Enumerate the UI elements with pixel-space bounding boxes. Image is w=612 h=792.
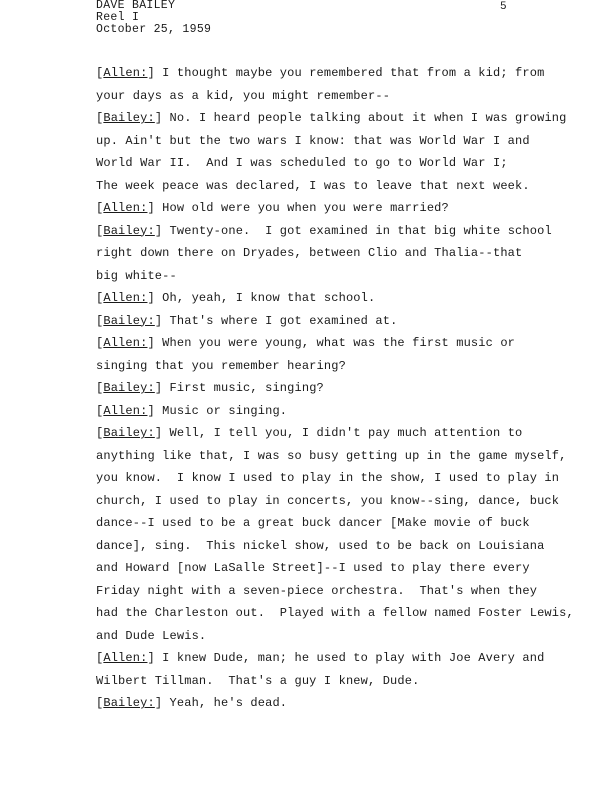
transcript-line: [Bailey:] Twenty-one. I got examined in that big white school [96,223,552,238]
transcript-line [96,445,596,468]
interviewee-name: DAVE BAILEY [96,0,176,12]
line-text: Yeah, he's dead. [162,696,288,710]
transcript-line [96,625,596,648]
speaker-label: Allen: [103,403,148,418]
page-header [96,0,211,36]
transcript-body [96,62,596,715]
speaker-label: Allen: [103,336,148,350]
line-text: Wilbert Tillman. That's a guy I knew, Dude. [96,673,420,688]
line-text: big white-- [96,268,177,283]
transcript-line: [Bailey:] That's where I got examined at. [96,313,398,328]
transcript-line [96,175,596,198]
speaker-label: Bailey: [103,696,155,710]
line-text: you know. I know I used to play in the show, I used to play in [96,471,560,485]
line-text: and Howard [now LaSalle Street]--I used to play there every [96,561,530,575]
line-text: dance], sing. This nickel show, used to be back on Louisiana [96,538,545,553]
transcript-line [96,670,596,693]
reel-label: Reel I [96,11,140,24]
transcript-line [96,557,596,580]
line-text: World War II. And I was scheduled to go to World War I; [96,156,508,170]
transcript-line [96,355,596,378]
line-text: First music, singing? [162,381,324,395]
transcript-line [96,265,596,288]
line-text: Oh, yeah, I know that school. [154,291,376,305]
speaker-label: Bailey: [103,223,155,238]
line-text: The week peace was declared, I was to leave that next week. [96,178,530,193]
transcript-line: [Bailey:] No. I heard people talking about it when I was growing [96,111,567,125]
speaker-label: Allen: [103,201,148,215]
transcript-line [96,467,596,490]
line-text: That's where I got examined at. [162,313,398,328]
transcript-line: [Bailey:] Well, I tell you, I didn't pay much attention to [96,426,523,440]
line-text: I knew Dude, man; he used to play with Joe Avery and [154,651,545,665]
transcript-line: [Allen:] Music or singing. [96,403,288,418]
transcript-line: [Bailey:] Yeah, he's dead. [96,696,288,710]
line-text: How old were you when you were married? [154,201,449,215]
transcript-line: [Allen:] Oh, yeah, I know that school. [96,291,376,305]
line-text: your days as a kid, you might remember-- [96,88,391,103]
transcript-line [96,602,596,625]
transcript-line [96,580,596,603]
line-text: No. I heard people talking about it when I was growing [162,111,567,125]
line-text: When you were young, what was the first music or [154,336,516,350]
speaker-label: Bailey: [103,426,155,440]
speaker-label: Allen: [103,66,148,80]
line-text: Music or singing. [154,403,288,418]
transcript-line: [Allen:] I knew Dude, man; he used to play with Joe Avery and [96,651,545,665]
line-text: anything like that, I was so busy getting up in the game myself, [96,448,567,463]
speaker-label: Bailey: [103,313,155,328]
line-text: dance--I used to be a great buck dancer [Make movie of buck [96,516,530,530]
line-text: Friday night with a seven-piece orchestra. That's when they [96,583,538,598]
line-text: I thought maybe you remembered that from a kid; from [154,66,545,80]
line-text: up. Ain't but the two wars I know: that was World War I and [96,133,530,148]
line-text: and Dude Lewis. [96,628,207,643]
speaker-label: Bailey: [103,111,155,125]
transcript-line: [Bailey:] First music, singing? [96,381,324,395]
speaker-label: Allen: [103,291,148,305]
line-text: had the Charleston out. Played with a fellow named Foster Lewis, [96,606,574,620]
line-text: church, I used to play in concerts, you know--sing, dance, buck [96,493,560,508]
transcript-line: [Allen:] How old were you when you were married? [96,201,449,215]
transcript-line [96,85,596,108]
transcript-line: [Allen:] I thought maybe you remembered that from a kid; from [96,66,545,80]
speaker-label: Bailey: [103,381,155,395]
line-text: Twenty-one. I got examined in that big white school [162,223,552,238]
speaker-label: Allen: [103,651,148,665]
transcript-line [96,512,596,535]
transcript-line [96,130,596,153]
line-text: right down there on Dryades, between Clio and Thalia--that [96,246,523,260]
transcript-line [96,152,596,175]
page-number: 5 [500,1,507,13]
interview-date: October 25, 1959 [96,23,212,36]
line-text: singing that you remember hearing? [96,358,346,373]
line-text: Well, I tell you, I didn't pay much attention to [162,426,523,440]
transcript-line [96,490,596,513]
transcript-line [96,535,596,558]
transcript-line: [Allen:] When you were young, what was the first music or [96,336,516,350]
transcript-line [96,242,596,265]
